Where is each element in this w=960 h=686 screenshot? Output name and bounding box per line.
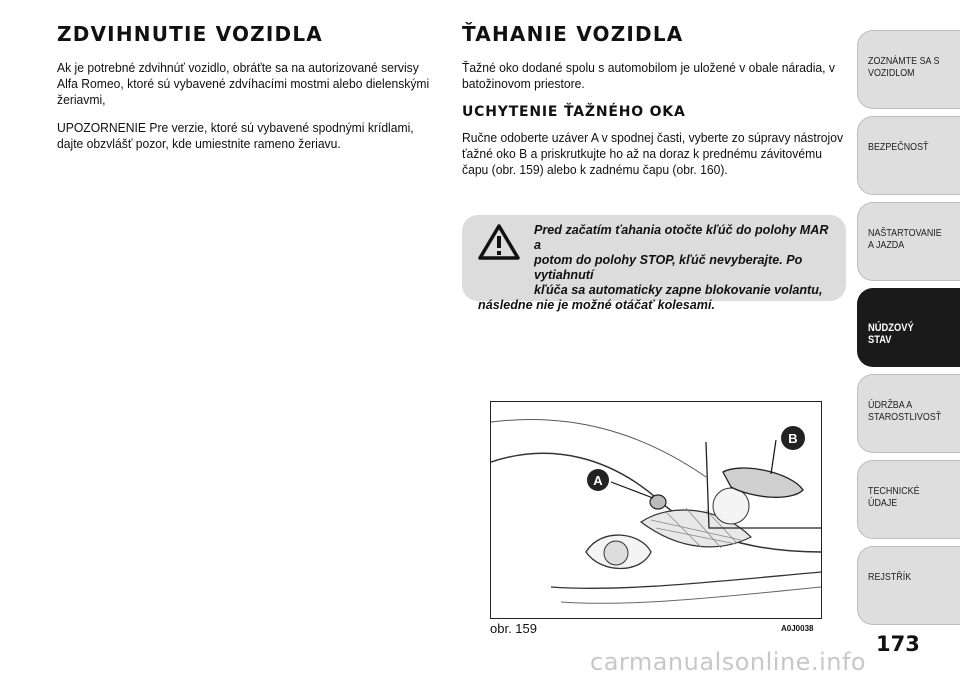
- warning-line: Pred začatím ťahania otočte kľúč do polohy MAR a: [534, 223, 829, 252]
- tab-get-to-know[interactable]: [857, 30, 960, 109]
- paragraph-lifting: Ak je potrebné zdvihnúť vozidlo, obráťte sa na autorizované servisy Alfa Romeo, ktoré sú vybavené zdvíhacími mostmi alebo dielenskými žeriavmi,: [57, 60, 430, 107]
- tab-starting-driving[interactable]: [857, 202, 960, 281]
- paragraph-tow-eye: Ručne odoberte uzáver A v spodnej časti, vyberte zo súpravy nástrojov ťažné oko B a priskrutkujte ho až na doraz k prednému závitovému čapu (obr. 159) alebo k zadnému čapu (obr. 160).: [462, 130, 844, 177]
- tab-label: ÚDRŽBA A STAROSTLIVOSŤ: [868, 399, 942, 423]
- figure-caption: obr. 159: [490, 621, 537, 636]
- section-heading-towing: ŤAHANIE VOZIDLA: [462, 22, 684, 46]
- paragraph-towing: Ťažné oko dodané spolu s automobilom je uložené v obale náradia, v batožinovom priestore.: [462, 60, 835, 91]
- tab-label: REJSTŘÍK: [868, 571, 912, 583]
- watermark: carmanualsonline.info: [590, 648, 867, 676]
- subheading-tow-eye: UCHYTENIE ŤAŽNÉHO OKA: [462, 104, 686, 120]
- paragraph-lifting-notice: UPOZORNENIE Pre verzie, ktoré sú vybavené spodnými krídlami, dajte obzvlášť pozor, kde umiestnite rameno žeriavu.: [57, 120, 414, 151]
- car-front-illustration: [491, 402, 821, 618]
- warning-box: [462, 215, 846, 312]
- warning-line: kľúča sa automaticky zapne blokovanie volantu,: [534, 283, 823, 297]
- warning-line: potom do polohy STOP, kľúč nevyberajte. Po vytiahnutí: [534, 253, 803, 282]
- warning-line: následne nie je možné otáčať kolesami.: [478, 298, 716, 312]
- left-column: [57, 22, 437, 164]
- figure-code: A0J0038: [781, 624, 814, 633]
- tab-maintenance[interactable]: [857, 374, 960, 453]
- chapter-tabs: [857, 30, 960, 632]
- label-a: A: [593, 473, 603, 488]
- figure-tow-eye: [490, 401, 822, 619]
- tab-technical-data[interactable]: [857, 460, 960, 539]
- label-b: B: [788, 431, 798, 446]
- right-column: [462, 22, 852, 190]
- tab-label: BEZPEČNOSŤ: [868, 141, 929, 153]
- tab-label: ZOZNÁMTE SA S VOZIDLOM: [868, 55, 940, 79]
- section-heading-lifting: ZDVIHNUTIE VOZIDLA: [57, 22, 323, 46]
- tab-label: NAŠTARTOVANIE A JAZDA: [868, 227, 942, 251]
- tab-index[interactable]: [857, 546, 960, 625]
- tab-label: TECHNICKÉ ÚDAJE: [868, 485, 920, 509]
- page-number: 173: [876, 632, 920, 656]
- warning-text: [478, 223, 838, 313]
- tab-emergency[interactable]: [857, 288, 960, 367]
- tab-safety[interactable]: [857, 116, 960, 195]
- tab-label: NÚDZOVÝ STAV: [868, 322, 914, 346]
